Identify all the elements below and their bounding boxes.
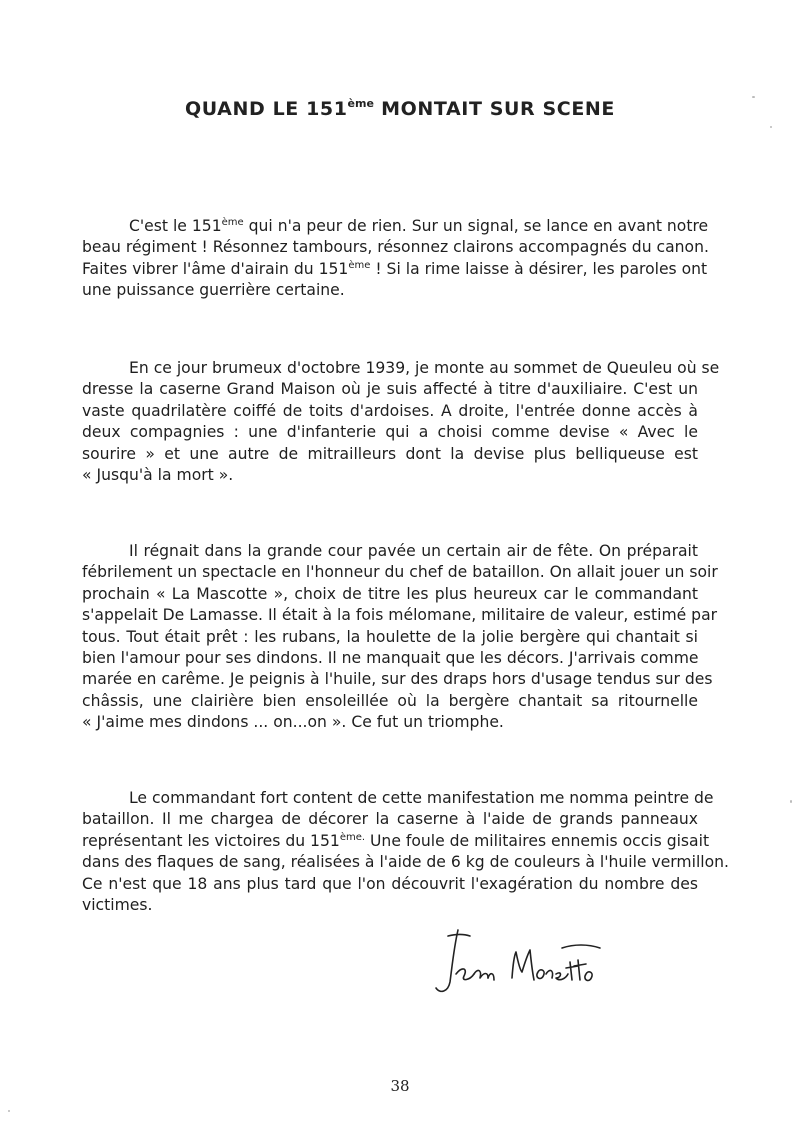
text-line bbox=[82, 691, 698, 712]
text-line bbox=[82, 895, 698, 916]
text-line bbox=[82, 627, 698, 648]
text-segment: « J'aime mes dindons ... on...on ». Ce fut un triomphe. bbox=[82, 713, 504, 732]
paper-speck bbox=[8, 1110, 10, 1112]
text-segment: En ce jour brumeux d'octobre 1939, je monte au sommet de Queuleu où se bbox=[129, 359, 720, 377]
ordinal-superscript: ème. bbox=[339, 831, 366, 843]
text-line bbox=[82, 874, 698, 895]
text-segment: Faites vibrer l'âme d'airain du 151 bbox=[82, 259, 349, 278]
paragraph-2 bbox=[82, 358, 720, 486]
text-segment: tous. Tout était prêt : les rubans, la houlette de la jolie bergère qui chantait si bbox=[82, 627, 698, 646]
text-segment: Ce n'est que 18 ans plus tard que l'on découvrit l'exagération du nombre des bbox=[82, 874, 698, 893]
title-main: QUAND LE 151 bbox=[184, 98, 348, 120]
paper-speck bbox=[790, 800, 792, 803]
text-line bbox=[82, 259, 708, 280]
text-segment: beau régiment ! Résonnez tambours, résonnez clairons accompagnés du canon. bbox=[82, 238, 709, 257]
text-line bbox=[82, 541, 698, 562]
text-segment: une puissance guerrière certaine. bbox=[82, 281, 345, 300]
text-line bbox=[82, 712, 698, 733]
document-title bbox=[0, 97, 800, 120]
text-line bbox=[82, 422, 698, 443]
paper-speck bbox=[770, 126, 772, 128]
paragraph-3 bbox=[82, 541, 718, 734]
text-segment: prochain « La Mascotte », choix de titre les plus heureux car le commandant bbox=[82, 584, 698, 603]
text-segment: Il régnait dans la grande cour pavée un certain air de fête. On préparait bbox=[129, 542, 698, 560]
text-segment: dresse la caserne Grand Maison où je suis affecté à titre d'auxiliaire. C'est un bbox=[82, 380, 698, 399]
text-line bbox=[82, 831, 710, 852]
text-line bbox=[82, 788, 714, 809]
text-segment: victimes. bbox=[82, 895, 153, 914]
text-line bbox=[82, 444, 698, 465]
text-segment: bataillon. Il me chargea de décorer la caserne à l'aide de grands panneaux bbox=[82, 810, 698, 829]
text-line bbox=[82, 584, 698, 605]
text-segment: C'est le 151 bbox=[129, 217, 222, 235]
text-line bbox=[82, 465, 698, 486]
ordinal-superscript: ème bbox=[348, 259, 371, 271]
text-line bbox=[82, 852, 729, 873]
text-segment: représentant les victoires du 151 bbox=[82, 831, 340, 850]
paragraph-4 bbox=[82, 788, 729, 916]
text-segment: dans des flaques de sang, réalisées à l'aide de 6 kg de couleurs à l'huile vermillon. bbox=[82, 853, 729, 872]
handwritten-signature bbox=[428, 922, 608, 1002]
text-segment: bien l'amour pour ses dindons. Il ne manquait que les décors. J'arrivais comme bbox=[82, 648, 699, 667]
text-line bbox=[82, 648, 698, 669]
text-segment: Une foule de militaires ennemis occis gisait bbox=[365, 831, 710, 850]
text-segment: fébrilement un spectacle en l'honneur du chef de bataillon. On allait jouer un soir bbox=[82, 563, 718, 582]
text-line bbox=[82, 379, 698, 400]
title-main-end: MONTAIT SUR SCENE bbox=[373, 98, 615, 120]
paper-speck bbox=[752, 96, 755, 98]
text-line bbox=[82, 216, 709, 237]
text-segment: qui n'a peur de rien. Sur un signal, se lance en avant notre bbox=[243, 217, 709, 235]
text-segment: ! Si la rime laisse à désirer, les paroles ont bbox=[370, 259, 708, 278]
text-segment: vaste quadrilatère coiffé de toits d'ardoises. A droite, l'entrée donne accès à bbox=[82, 401, 698, 420]
page-number: 38 bbox=[390, 1077, 410, 1095]
text-line bbox=[82, 401, 698, 422]
text-line bbox=[82, 562, 718, 583]
text-segment: Le commandant fort content de cette manifestation me nomma peintre de bbox=[129, 789, 714, 807]
title-superscript: ème bbox=[347, 97, 374, 110]
text-line bbox=[82, 669, 713, 690]
text-line bbox=[82, 237, 709, 258]
text-line bbox=[82, 358, 720, 379]
text-segment: deux compagnies : une d'infanterie qui a choisi comme devise « Avec le bbox=[82, 423, 698, 442]
text-segment: s'appelait De Lamasse. Il était à la fois mélomane, militaire de valeur, estimé par bbox=[82, 606, 718, 625]
text-segment: sourire » et une autre de mitrailleurs dont la devise plus belliqueuse est bbox=[82, 444, 698, 463]
text-segment: « Jusqu'à la mort ». bbox=[82, 465, 234, 484]
text-line bbox=[82, 809, 698, 830]
ordinal-superscript: ème bbox=[221, 217, 244, 228]
text-line bbox=[82, 280, 698, 301]
paragraph-1 bbox=[82, 216, 709, 302]
text-segment: châssis, une clairière bien ensoleillée où la bergère chantait sa ritournelle bbox=[82, 691, 698, 710]
text-line bbox=[82, 605, 718, 626]
text-segment: marée en carême. Je peignis à l'huile, sur des draps hors d'usage tendus sur des bbox=[82, 670, 713, 689]
